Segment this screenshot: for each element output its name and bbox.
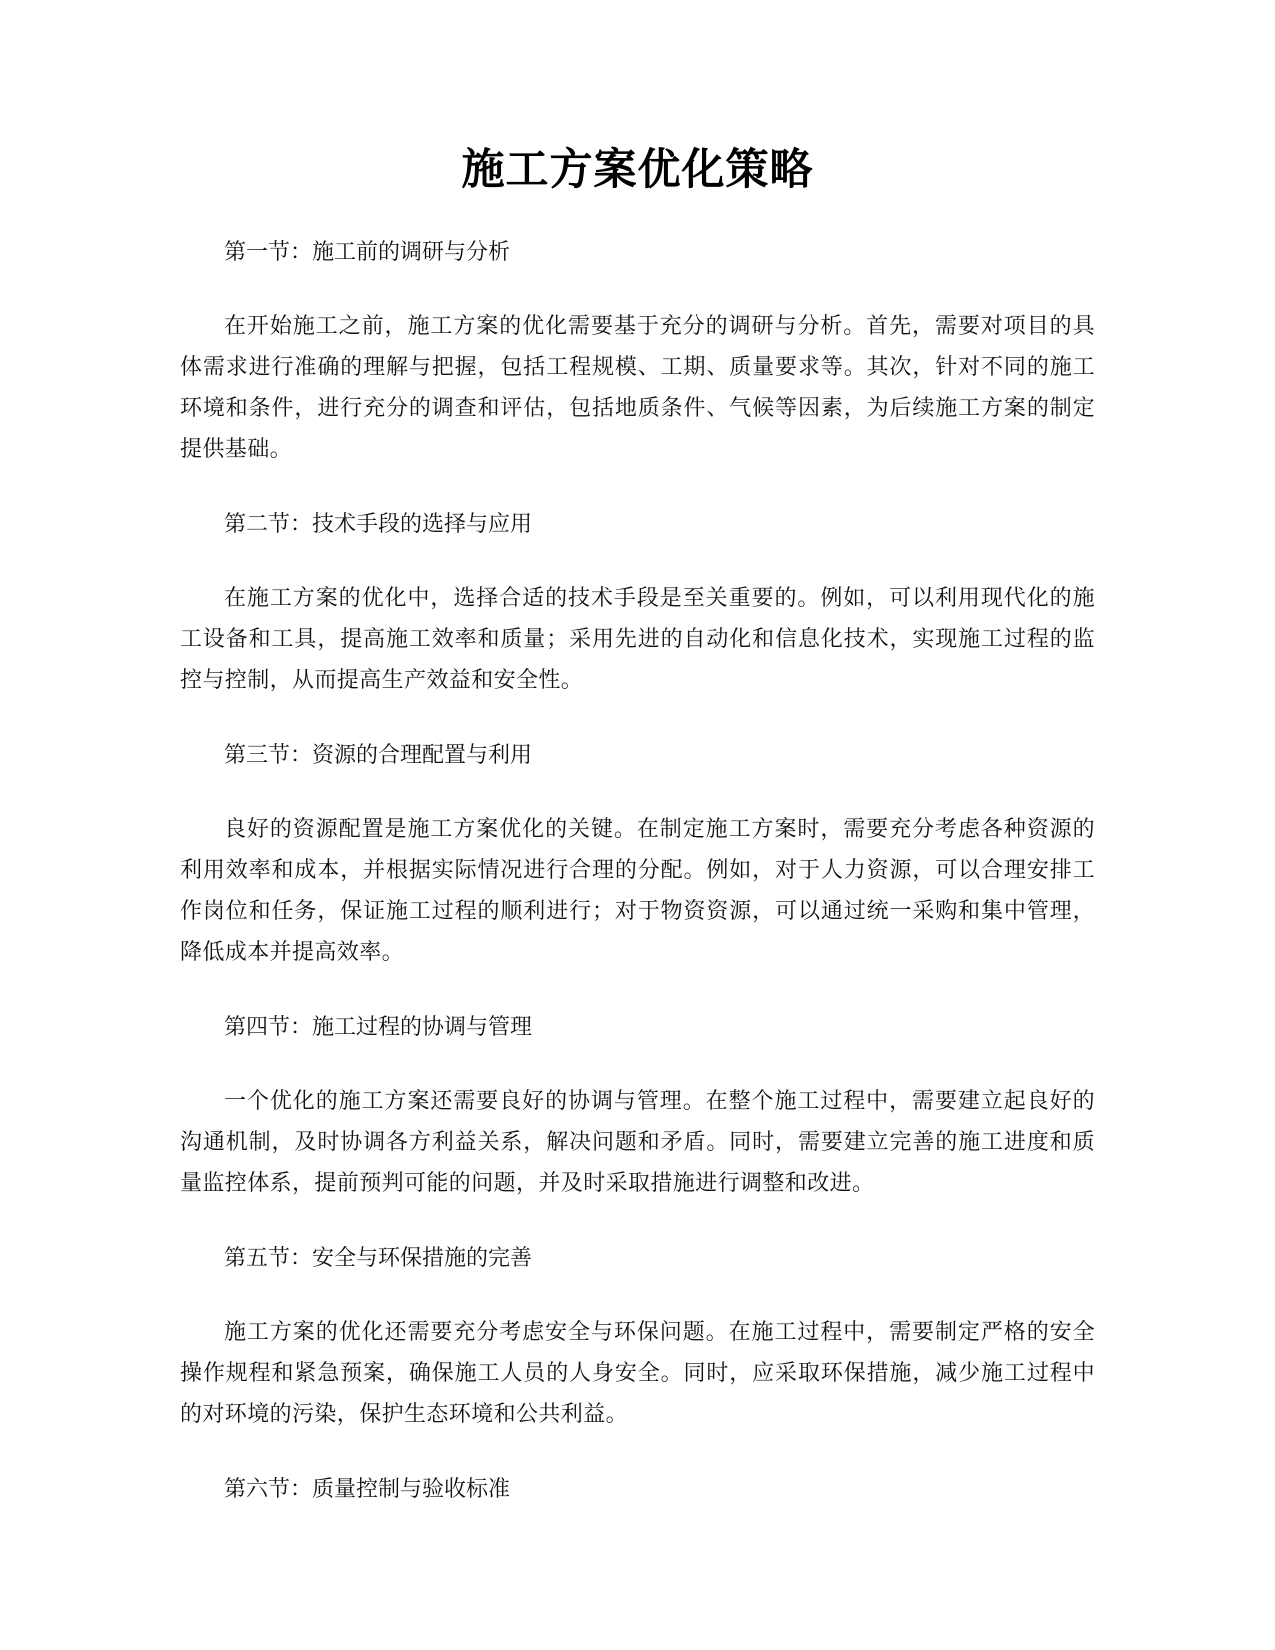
section-body: 在施工方案的优化中，选择合适的技术手段是至关重要的。例如，可以利用现代化的施工设备和工具，提高施工效率和质量；采用先进的自动化和信息化技术，实现施工过程的监控与控制，从而提高生产效益和安全性。 bbox=[180, 586, 1095, 693]
section-heading: 第一节：施工前的调研与分析 bbox=[224, 240, 511, 265]
section-5 bbox=[180, 1244, 1095, 1435]
section-body: 施工方案的优化还需要充分考虑安全与环保问题。在施工过程中，需要制定严格的安全操作规程和紧急预案，确保施工人员的人身安全。同时，应采取环保措施，减少施工过程中的对环境的污染，保护生态环境和公共利益。 bbox=[180, 1320, 1095, 1427]
section-body: 良好的资源配置是施工方案优化的关键。在制定施工方案时，需要充分考虑各种资源的利用效率和成本，并根据实际情况进行合理的分配。例如，对于人力资源，可以合理安排工作岗位和任务，保证施工过程的顺利进行；对于物资资源，可以通过统一采购和集中管理，降低成本并提高效率。 bbox=[180, 817, 1095, 965]
section-heading: 第三节：资源的合理配置与利用 bbox=[224, 743, 533, 768]
section-1 bbox=[180, 238, 1095, 470]
section-body: 一个优化的施工方案还需要良好的协调与管理。在整个施工过程中，需要建立起良好的沟通机制，及时协调各方利益关系，解决问题和矛盾。同时，需要建立完善的施工进度和质量监控体系，提前预判可能的问题，并及时采取措施进行调整和改进。 bbox=[180, 1089, 1095, 1196]
section-heading: 第四节：施工过程的协调与管理 bbox=[224, 1015, 533, 1040]
section-6 bbox=[180, 1475, 1095, 1505]
document-title: 施工方案优化策略 bbox=[461, 145, 814, 195]
section-3 bbox=[180, 741, 1095, 973]
document-page bbox=[180, 140, 1095, 1505]
section-body: 在开始施工之前，施工方案的优化需要基于充分的调研与分析。首先，需要对项目的具体需求进行准确的理解与把握，包括工程规模、工期、质量要求等。其次，针对不同的施工环境和条件，进行充分的调查和评估，包括地质条件、气候等因素，为后续施工方案的制定提供基础。 bbox=[180, 314, 1095, 462]
section-heading: 第六节：质量控制与验收标准 bbox=[224, 1477, 511, 1502]
section-heading: 第五节：安全与环保措施的完善 bbox=[224, 1246, 533, 1271]
section-heading: 第二节：技术手段的选择与应用 bbox=[224, 512, 533, 537]
section-2 bbox=[180, 510, 1095, 701]
section-4 bbox=[180, 1013, 1095, 1204]
